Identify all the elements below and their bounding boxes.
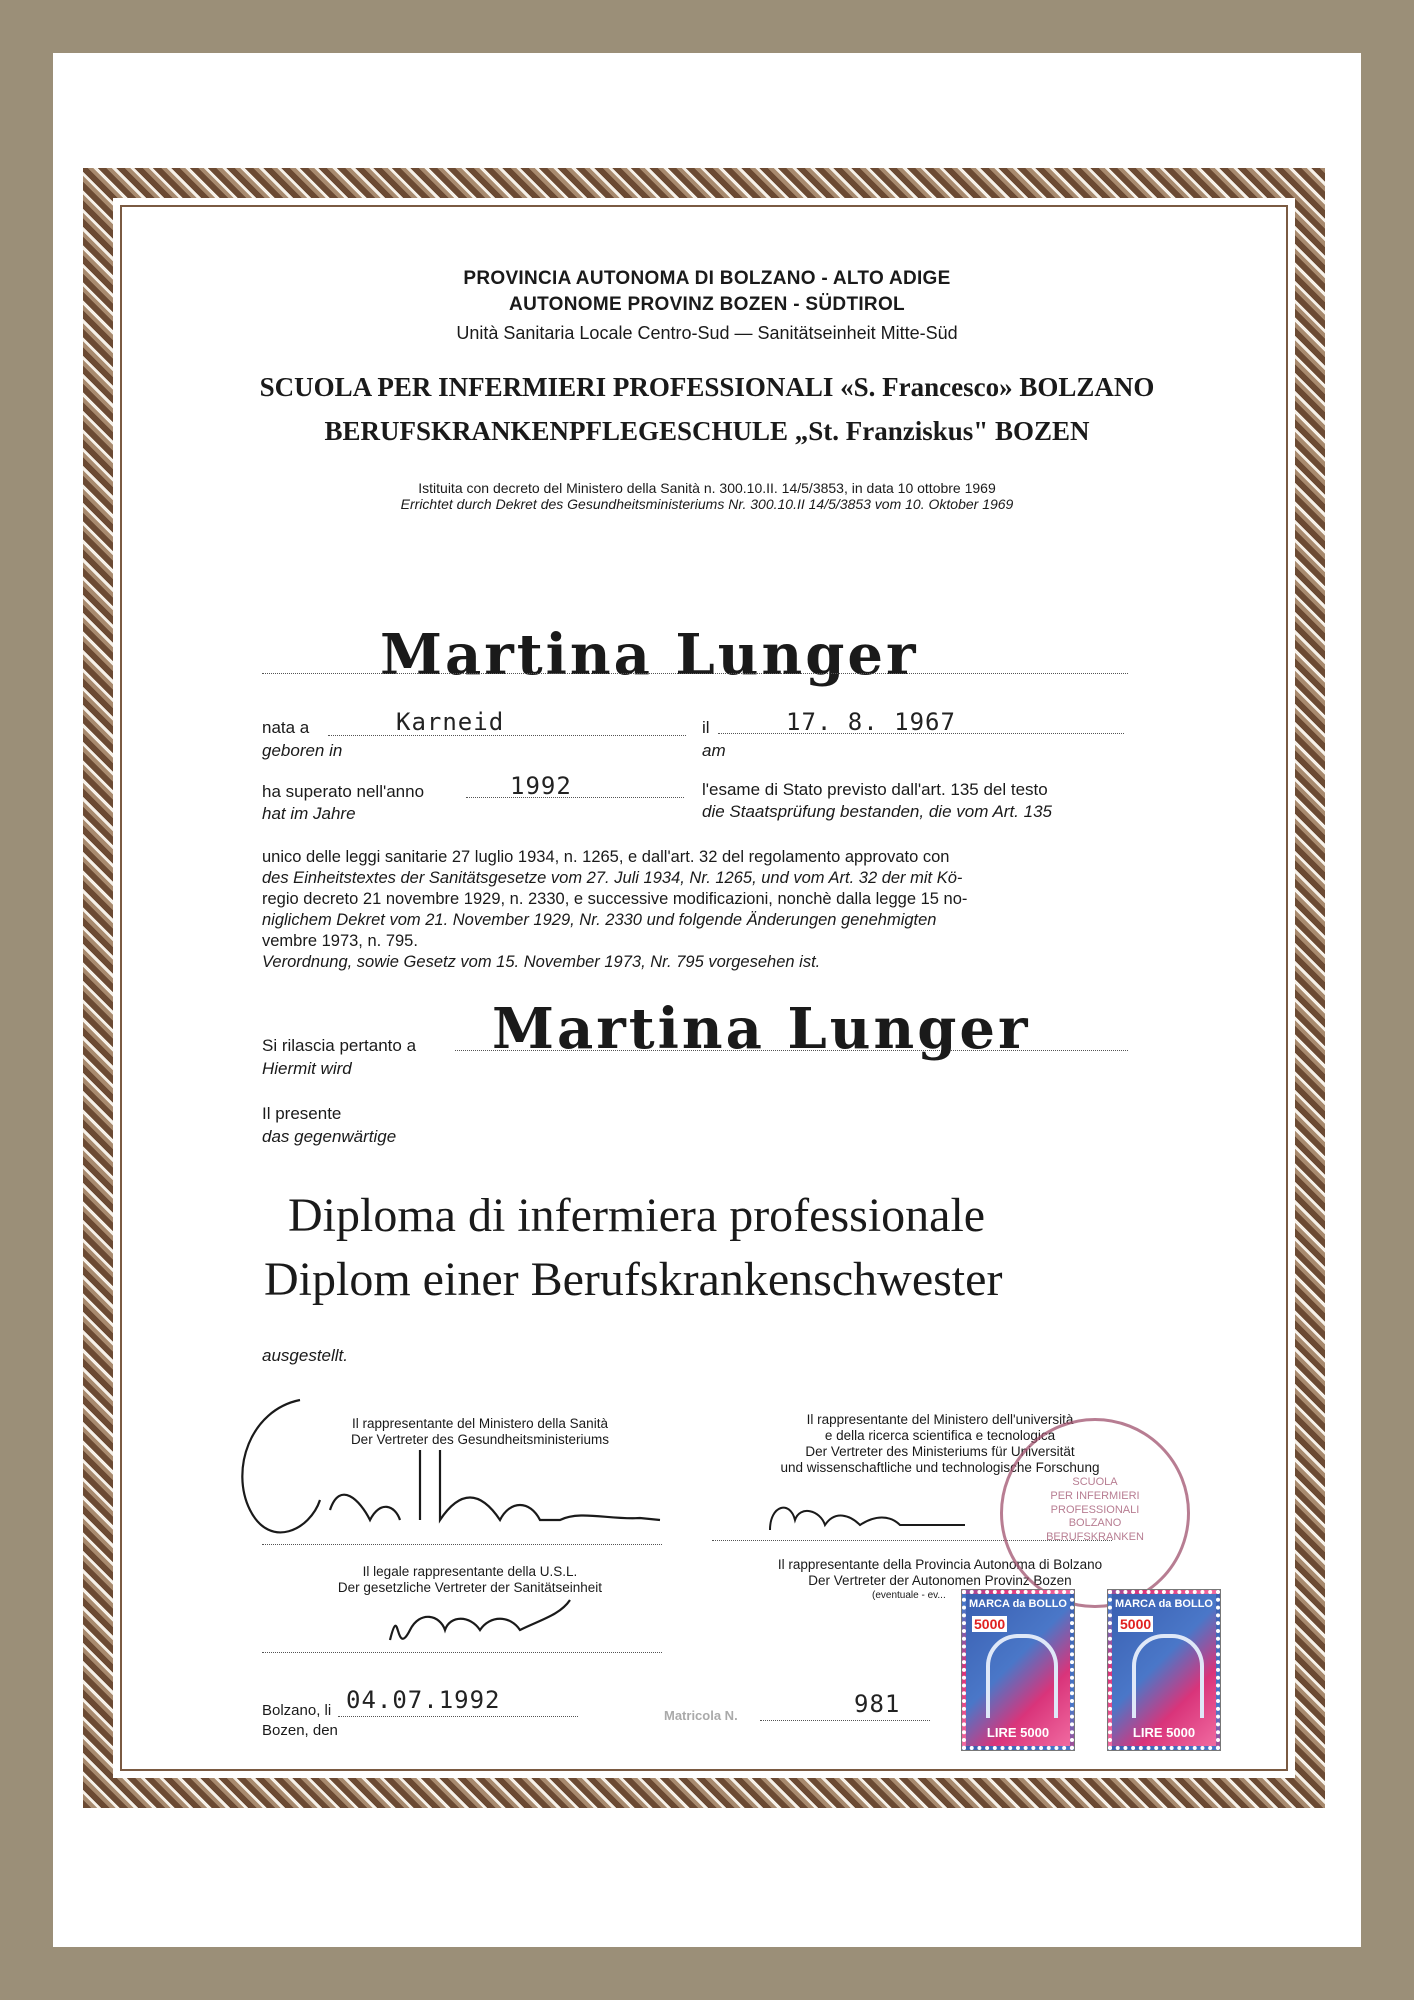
- body-line-6: Verordnung, sowie Gesetz vom 15. November 1973, Nr. 795 vorgesehen ist.: [262, 953, 821, 971]
- univ-rep-label-it-1: Il rappresentante del Ministero dell'università: [806, 1412, 1074, 1427]
- school-seal: [1000, 1418, 1190, 1608]
- seal-line-1: SCUOLA: [1072, 1476, 1118, 1488]
- founding-decree-it: Istituita con decreto del Ministero della Sanità n. 300.10.II. 14/5/3853, in data 10 ottobre 1969: [418, 480, 996, 496]
- usl-rep-label-it: Il legale rappresentante della U.S.L.: [362, 1564, 578, 1579]
- seal-line-4: BOLZANO: [1068, 1517, 1122, 1530]
- issue-date-value: 04.07.1992: [346, 1686, 501, 1714]
- matricola-value: 981: [854, 1690, 901, 1718]
- body-line-2: des Einheitstextes der Sanitätsgesetze vom 27. Juli 1934, Nr. 1265, und vom Art. 32 der mit Kö-: [262, 869, 963, 887]
- province-header-de: AUTONOME PROVINZ BOZEN - SÜDTIROL: [509, 294, 905, 315]
- health-rep-label-it: Il rappresentante del Ministero della Sanità: [352, 1416, 608, 1431]
- exam-year-value: 1992: [510, 772, 572, 800]
- seal-line-2: PER INFERMIERI: [1050, 1489, 1140, 1502]
- birthplace-value: Karneid: [396, 708, 505, 736]
- issued-to-name: Martina Lunger: [492, 996, 1031, 1062]
- school-name-it: SCUOLA PER INFERMIERI PROFESSIONALI «S. Francesco» BOLZANO: [259, 372, 1155, 402]
- arch-icon: [986, 1634, 1058, 1718]
- founding-decree-de: Errichtet durch Dekret des Gesundheitsministeriums Nr. 300.10.II 14/5/3853 vom 10. Oktober 1969: [400, 496, 1014, 512]
- date-label-it: il: [702, 718, 710, 737]
- body-line-4: niglichem Dekret vom 21. November 1929, Nr. 2330 und folgende Änderungen genehmigten: [262, 911, 937, 929]
- date-label-de: am: [702, 741, 726, 760]
- health-rep-label-de: Der Vertreter des Gesundheitsministeriums: [350, 1432, 610, 1447]
- revenue-stamp-value: 5000: [1120, 1616, 1152, 1632]
- univ-rep-label-de-2: und wissenschaftliche und technologische Forschung: [780, 1460, 1100, 1475]
- revenue-stamp-2: [1108, 1590, 1220, 1750]
- seal-line-3: PROFESSIONALI: [1050, 1503, 1140, 1516]
- year-label-de: hat im Jahre: [262, 804, 356, 823]
- revenue-stamp-1: [962, 1590, 1074, 1750]
- issued-to-label-it: Si rilascia pertanto a: [262, 1036, 417, 1055]
- univ-rep-label-it-2: e della ricerca scientifica e tecnologica: [824, 1428, 1056, 1443]
- year-label-it: ha superato nell'anno: [262, 782, 425, 801]
- revenue-stamp-value: 5000: [974, 1616, 1006, 1632]
- body-line-5: vembre 1973, n. 795.: [262, 932, 418, 950]
- exam-text-de: die Staatsprüfung bestanden, die vom Art. 135: [702, 802, 1052, 821]
- revenue-stamp-title: MARCA da BOLLO: [969, 1598, 1067, 1610]
- present-label-de: das gegenwärtige: [262, 1127, 397, 1146]
- exam-text-it: l'esame di Stato previsto dall'art. 135 del testo: [702, 780, 1048, 799]
- recipient-name: Martina Lunger: [380, 622, 919, 688]
- revenue-stamp-denomination: LIRE 5000: [986, 1725, 1050, 1740]
- revenue-stamp-title: MARCA da BOLLO: [1115, 1598, 1213, 1610]
- prov-rep-label-de: Der Vertreter der Autonomen Provinz Bozen: [808, 1573, 1072, 1588]
- date-line: [338, 1716, 578, 1717]
- issued-to-label-de: Hiermit wird: [262, 1059, 352, 1078]
- present-label-it: Il presente: [262, 1104, 342, 1123]
- prov-rep-label-it: Il rappresentante della Provincia Autonoma di Bolzano: [777, 1557, 1103, 1572]
- optional-note: (eventuale - ev...: [872, 1590, 946, 1601]
- school-name-de: BERUFSKRANKENPFLEGESCHULE „St. Franziskus" BOZEN: [324, 416, 1090, 446]
- matricola-label: Matricola N.: [664, 1708, 738, 1723]
- body-line-1: unico delle leggi sanitarie 27 luglio 1934, n. 1265, e dall'art. 32 del regolamento approvato con: [262, 848, 950, 866]
- health-unit-header: Unità Sanitaria Locale Centro-Sud — Sanitätseinheit Mitte-Süd: [456, 323, 958, 343]
- diploma-title-de: Diplom einer Berufskrankenschwester: [264, 1253, 1003, 1306]
- revenue-stamp-denomination: LIRE 5000: [1132, 1725, 1196, 1740]
- issued-label: ausgestellt.: [262, 1346, 348, 1365]
- diploma-title-it: Diploma di infermiera professionale: [288, 1189, 986, 1242]
- univ-rep-label-de-1: Der Vertreter des Ministeriums für Universität: [805, 1444, 1075, 1459]
- province-header-it: PROVINCIA AUTONOMA DI BOLZANO - ALTO ADIGE: [463, 268, 951, 289]
- arch-icon: [1132, 1634, 1204, 1718]
- body-line-3: regio decreto 21 novembre 1929, n. 2330, e successive modificazioni, nonchè dalla legge 15 no-: [262, 890, 968, 908]
- place-label-it: Bolzano, li: [262, 1702, 332, 1719]
- seal-line-5: BERUFSKRANKEN: [1046, 1531, 1144, 1543]
- place-label-de: Bozen, den: [262, 1722, 338, 1739]
- usl-rep-label-de: Der gesetzliche Vertreter der Sanitätseinheit: [337, 1580, 603, 1595]
- born-label-de: geboren in: [262, 741, 343, 760]
- born-label-it: nata a: [262, 718, 310, 737]
- matricola-line: [760, 1720, 930, 1721]
- birthdate-value: 17. 8. 1967: [786, 708, 956, 736]
